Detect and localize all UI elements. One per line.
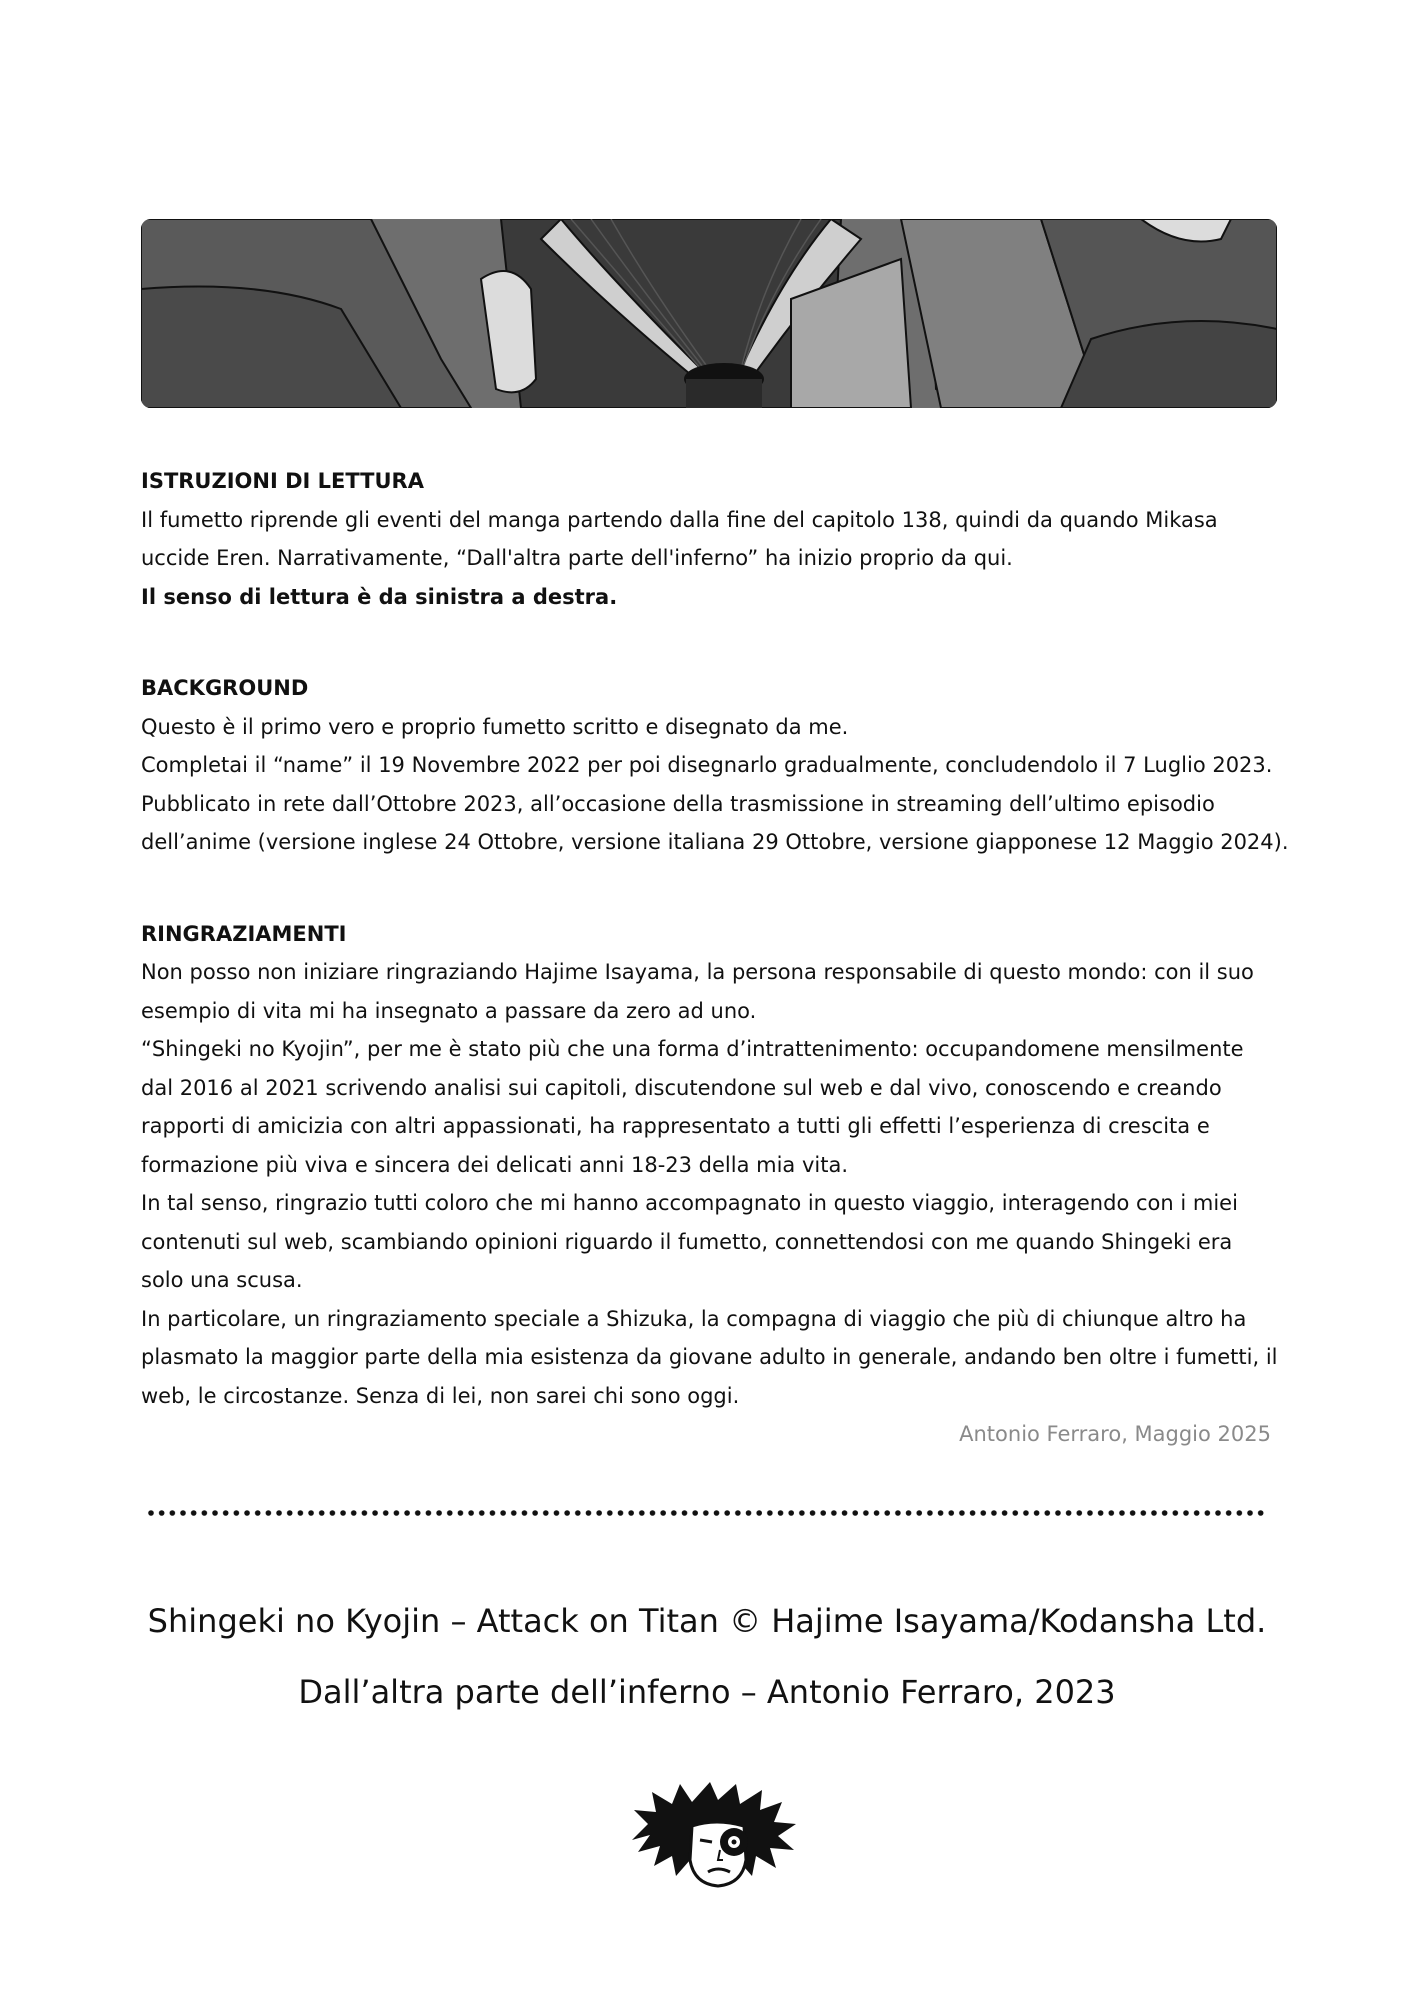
paragraph-line: plasmato la maggior parte della mia esistenza da giovane adulto in generale, andando ben oltre i fumetti, il: [141, 1345, 1278, 1369]
author-avatar-icon: [630, 1780, 802, 1890]
banner-illustration: [141, 219, 1277, 408]
paragraph-line: Non posso non iniziare ringraziando Hajime Isayama, la persona responsabile di questo mondo: con il suo: [141, 960, 1254, 984]
paragraph-line: formazione più viva e sincera dei delicati anni 18-23 della mia vita.: [141, 1152, 849, 1177]
paragraph-line: dell’anime (versione inglese 24 Ottobre, versione italiana 29 Ottobre, versione giapponese 12 Maggio 2024).: [141, 830, 1289, 854]
paragraph-line: uccide Eren. Narrativamente, “Dall'altra parte dell'inferno” ha inizio proprio da qui.: [141, 546, 1013, 570]
paragraph-line: Questo è il primo vero e proprio fumetto scritto e disegnato da me.: [141, 714, 849, 739]
paragraph-line: “Shingeki no Kyojin”, per me è stato più che una forma d’intrattenimento: occupandomene mensilmente: [141, 1037, 1244, 1061]
section-title: RINGRAZIAMENTI: [141, 921, 347, 946]
paragraph-line: rapporti di amicizia con altri appassionati, ha rappresentato a tutti gli effetti l’esperienza di crescita e: [141, 1114, 1210, 1138]
dotted-divider: [147, 1508, 1267, 1518]
manga-illustration-image: [141, 219, 1277, 408]
work-credit-line: Dall’altra parte dell’inferno – Antonio Ferraro, 2023: [298, 1673, 1116, 1711]
signature: Antonio Ferraro, Maggio 2025: [959, 1422, 1271, 1446]
section-reading-instructions: [141, 462, 1281, 616]
paragraph-line: dal 2016 al 2021 scrivendo analisi sui capitoli, discutendone sul web e dal vivo, conoscendo e creando: [141, 1075, 1222, 1100]
paragraph-line: contenuti sul web, scambiando opinioni riguardo il fumetto, connettendosi con me quando Shingeki era: [141, 1229, 1233, 1254]
paragraph-line: Pubblicato in rete dall’Ottobre 2023, all’occasione della trasmissione in streaming dell’ultimo episodio: [141, 791, 1215, 816]
section-title: BACKGROUND: [141, 676, 309, 700]
section-title: ISTRUZIONI DI LETTURA: [141, 469, 424, 493]
paragraph-line: solo una scusa.: [141, 1268, 303, 1292]
copyright-line: Shingeki no Kyojin – Attack on Titan © Hajime Isayama/Kodansha Ltd.: [147, 1602, 1267, 1640]
section-acknowledgements: [141, 915, 1281, 1454]
paragraph-line: Il fumetto riprende gli eventi del manga partendo dalla fine del capitolo 138, quindi da quando Mikasa: [141, 507, 1218, 532]
paragraph-line: In tal senso, ringrazio tutti coloro che mi hanno accompagnato in questo viaggio, interagendo con i miei: [141, 1191, 1238, 1215]
paragraph-line: In particolare, un ringraziamento speciale a Shizuka, la compagna di viaggio che più di chiunque altro ha: [141, 1306, 1247, 1331]
paragraph-line: esempio di vita mi ha insegnato a passare da zero ad uno.: [141, 998, 757, 1023]
main-text: [141, 462, 1289, 1454]
reading-direction-note: Il senso di lettura è da sinistra a destra.: [141, 584, 618, 609]
paragraph-line: Completai il “name” il 19 Novembre 2022 per poi disegnarlo gradualmente, concludendolo il 7 Luglio 2023.: [141, 753, 1273, 777]
section-background: [141, 669, 1289, 862]
paragraph-line: web, le circostanze. Senza di lei, non sarei chi sono oggi.: [141, 1383, 740, 1408]
